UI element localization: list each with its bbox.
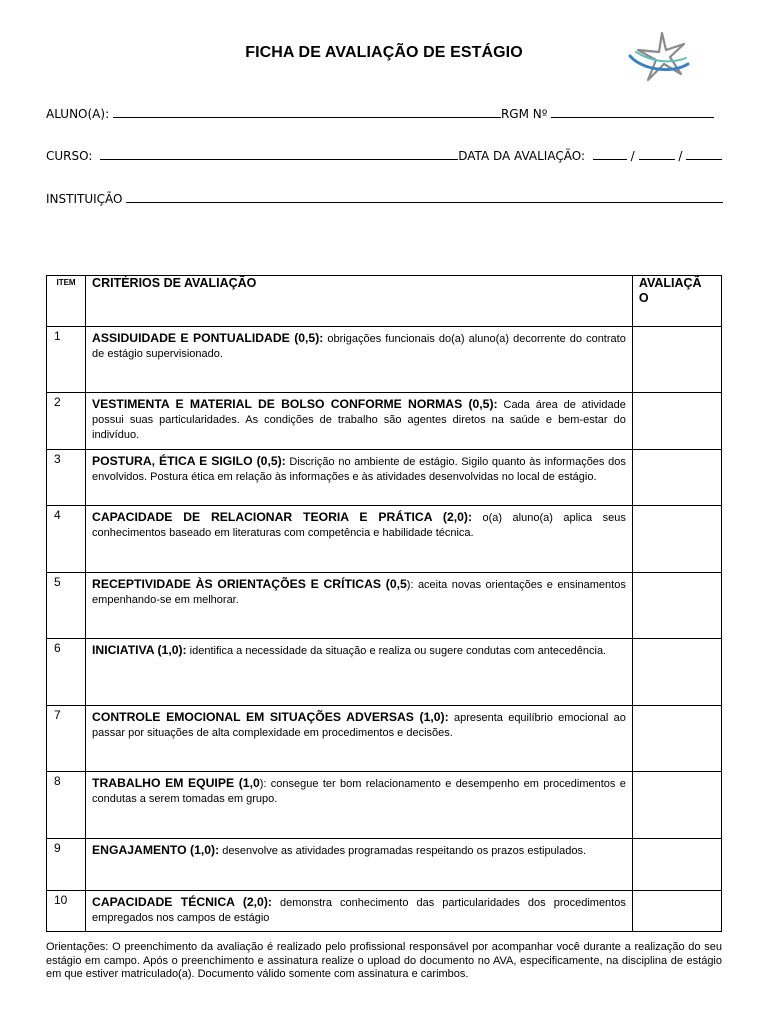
table-row [47,891,722,932]
criterion-description: ): aceita novas orientações e ensinamentos empenhando-se em melhorar. [92,579,626,606]
score-cell[interactable] [632,573,721,639]
item-number: 3 [47,450,86,506]
criterion-description: obrigações funcionais do(a) aluno(a) decorrente do contrato de estágio supervisionado. [92,333,626,360]
instituicao-label: INSTITUIÇÃO [46,192,123,206]
table-row [47,772,722,839]
star-orbit-logo-icon [626,30,690,84]
orientation-note: Orientações: O preenchimento da avaliação é realizado pelo profissional responsável por acompanhar você durante a realização do seu estágio em campo. Após o preenchimento e assinatura realize o upload do documento no AVA, especificamente, na disciplina de estágio em que estiver matriculado(a). Documento válido somente com assinatura e carimbos. [46,941,722,980]
item-number: 10 [47,891,86,932]
date-separator: / [630,149,635,163]
date-day-field[interactable] [593,148,627,160]
item-number: 2 [47,393,86,450]
item-number: 6 [47,639,86,706]
criterion-text [86,506,633,573]
criterion-text [86,706,633,772]
aluno-label: ALUNO(A): [46,107,110,121]
instituicao-field[interactable] [126,191,723,203]
criterion-description: desenvolve as atividades programadas respeitando os prazos estipulados. [219,845,587,857]
header-avaliacao-line1: AVALIAÇÃ [638,276,702,290]
curso-field[interactable] [100,148,458,160]
header-avaliacao-line2: O [638,291,649,305]
score-cell[interactable] [632,450,721,506]
criterion-text [86,393,633,450]
table-row [47,573,722,639]
criterion-title: CAPACIDADE DE RELACIONAR TEORIA E PRÁTICA (2,0): [92,510,472,524]
form-title: FICHA DE AVALIAÇÃO DE ESTÁGIO [245,44,523,61]
criterion-title: RECEPTIVIDADE ÀS ORIENTAÇÕES E CRÍTICAS (0,5 [92,577,407,591]
header-criterios: CRITÉRIOS DE AVALIAÇÃO [86,276,633,327]
criterion-title: ASSIDUIDADE E PONTUALIDADE (0,5): [92,331,324,345]
criterion-title: INICIATIVA (1,0): [92,643,187,657]
criterion-title: TRABALHO EM EQUIPE (1,0 [92,776,260,790]
score-cell[interactable] [632,891,721,932]
score-cell[interactable] [632,772,721,839]
criterion-text [86,327,633,393]
data-avaliacao-label: DATA DA AVALIAÇÃO: [458,149,585,163]
criterion-text [86,573,633,639]
table-row [47,839,722,891]
criterion-description: Discrição no ambiente de estágio. Sigilo quanto às informações dos envolvidos. Postura ética em relação às informações e às atividades desenvolvidas no local de estágio. [92,456,626,483]
item-number: 5 [47,573,86,639]
score-cell[interactable] [632,706,721,772]
criterion-description: demonstra conhecimento das particularidades dos procedimentos empregados nos campos de estágio [92,897,626,924]
table-row [47,639,722,706]
curso-row [46,148,722,163]
score-cell[interactable] [632,393,721,450]
item-number: 9 [47,839,86,891]
criterion-description: o(a) aluno(a) aplica seus conhecimentos baseado em literaturas com competência e habilidade técnica. [92,512,626,539]
criterion-text [86,450,633,506]
score-cell[interactable] [632,327,721,393]
criterion-description: Cada área de atividade possui suas particularidades. As condições de trabalho são agentes diretos na saúde e bem-estar do indivíduo. [92,399,626,441]
score-cell[interactable] [632,839,721,891]
table-row [47,706,722,772]
curso-label: CURSO: [46,149,93,163]
evaluation-table [46,275,722,932]
header-item: ITEM [47,276,86,327]
table-header-row [47,276,722,327]
header-avaliacao [632,276,721,327]
criterion-text [86,839,633,891]
rgm-field[interactable] [551,106,714,118]
table-row [47,450,722,506]
criterion-title: CAPACIDADE TÉCNICA (2,0): [92,895,272,909]
criterion-title: CONTROLE EMOCIONAL EM SITUAÇÕES ADVERSAS (1,0): [92,710,449,724]
score-cell[interactable] [632,639,721,706]
criterion-title: POSTURA, ÉTICA E SIGILO (0,5): [92,454,286,468]
item-number: 1 [47,327,86,393]
date-month-field[interactable] [639,148,675,160]
criterion-text [86,772,633,839]
score-cell[interactable] [632,506,721,573]
rgm-label: RGM Nº [500,107,548,121]
criterion-description: ): consegue ter bom relacionamento e desempenho em procedimentos e condutas a serem tomadas em grupo. [92,778,626,805]
aluno-row [46,106,714,121]
criterion-title: ENGAJAMENTO (1,0): [92,843,220,857]
aluno-field[interactable] [113,106,501,118]
item-number: 8 [47,772,86,839]
criterion-title: VESTIMENTA E MATERIAL DE BOLSO CONFORME NORMAS (0,5): [92,397,498,411]
criterion-description: identifica a necessidade da situação e realiza ou sugere condutas com antecedência. [186,645,607,657]
date-separator: / [678,149,683,163]
criterion-text [86,891,633,932]
criterion-text [86,639,633,706]
table-row [47,506,722,573]
item-number: 7 [47,706,86,772]
table-row [47,327,722,393]
date-year-field[interactable] [686,148,722,160]
instituicao-row [46,191,723,206]
item-number: 4 [47,506,86,573]
criterion-description: apresenta equilíbrio emocional ao passar por situações de alta complexidade em procedimentos e decisões. [92,712,626,739]
table-row [47,393,722,450]
